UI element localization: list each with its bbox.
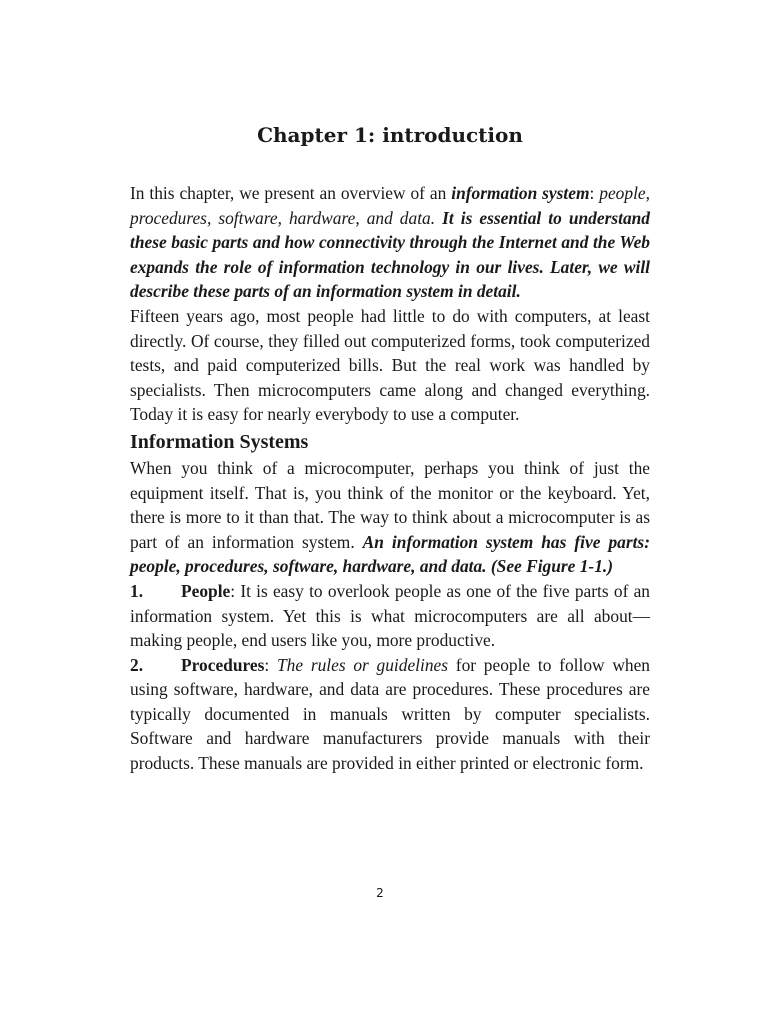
section-heading: Information Systems [130, 430, 309, 453]
intro-parts: people, procedures, software, hardware, and data. [130, 183, 650, 228]
section-paragraph [130, 456, 650, 579]
section-paragraph-plain: When you think of a microcomputer, perhaps you think of just the equipment itself. That is, you think of the monitor or the keyboard. Yet, there is more to it than that. The way to think about a microcomputer is as part of an information system. [130, 457, 650, 552]
item-text: It is easy to overlook people as one of the five parts of an information system. Yet this is what microcomputers are all about—making people, end users like you, more productive. [130, 580, 650, 651]
item-italic: The rules or guidelines [276, 654, 449, 675]
history-paragraph: Fifteen years ago, most people had little to do with computers, at least directly. Of course, they filled out computerized forms, took computerized tests, and paid computerized bills. But the real work was handled by specialists. Then microcomputers came along and changed everything. Today it is easy for nearly everybody to use a computer. [130, 305, 650, 425]
item-number: 2. [130, 654, 144, 675]
list-item-people [130, 579, 650, 653]
intro-paragraph [130, 181, 650, 304]
chapter-title: Chapter 1: introduction [257, 123, 523, 147]
item-number: 1. [130, 580, 144, 601]
intro-lead: In this chapter, we present an overview of an [130, 183, 452, 203]
intro-emphasis: It is essential to understand these basic parts and how connectivity through the Internet and the Web expands the role of information technology in our lives. Later, we will describe these parts of an information system in detail. [130, 207, 651, 302]
section-paragraph-emphasis: An information system has five parts: people, procedures, software, hardware, and data. (See Figure 1-1.) [130, 531, 650, 577]
list-item-procedures [130, 653, 650, 776]
item-term: Procedures [181, 654, 265, 675]
item-text: for people to follow when using software, hardware, and data are procedures. These procedures are typically documented in manuals written by computer specialists. Software and hardware manufacturers provide manuals with their products. These manuals are provided in either printed or electronic form. [130, 654, 650, 774]
item-term: People [181, 580, 231, 601]
intro-term: information system [451, 183, 590, 203]
item-colon: : [230, 580, 241, 601]
item-colon: : [264, 654, 277, 675]
page-body [130, 181, 650, 776]
intro-colon: : [589, 183, 595, 203]
page-number: 2 [376, 886, 384, 900]
